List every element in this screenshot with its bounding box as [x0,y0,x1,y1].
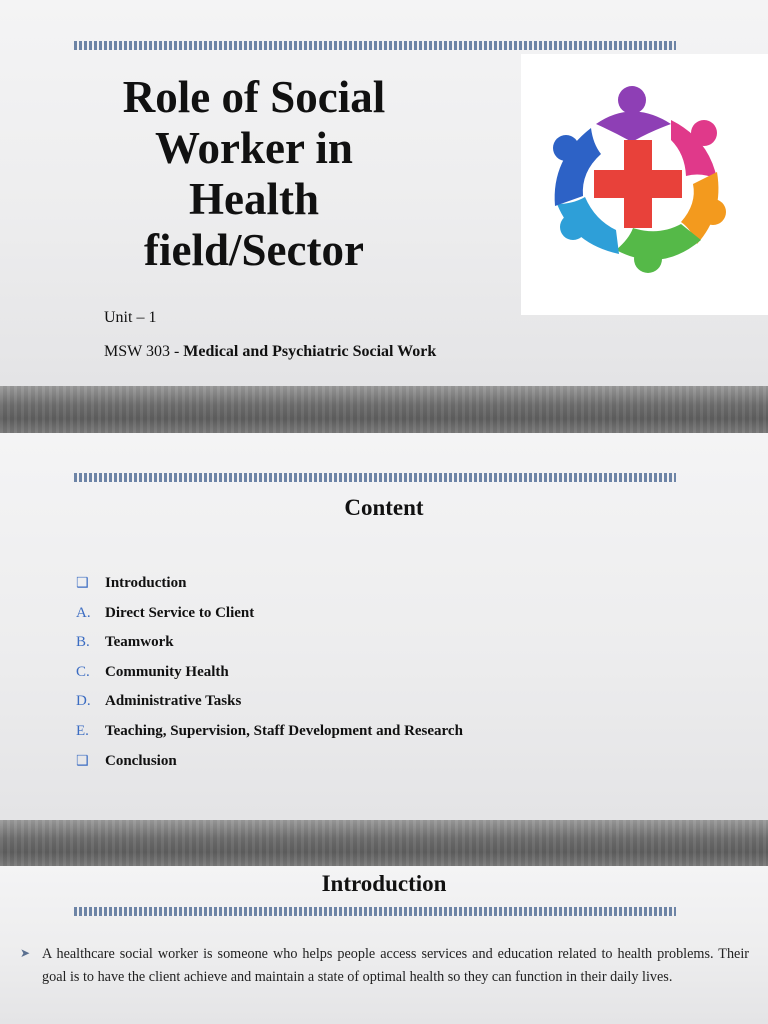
introduction-heading: Introduction [321,871,447,896]
bullet-text: A healthcare social worker is someone who helps people access services and education related to health problems. Their goal is to have the client achieve and maintain a state of optimal health so they can function in their daily lives. [42,946,749,985]
title-slide [0,0,768,386]
list-item-label: Community Health [105,663,229,680]
checkbox-bullet-icon: ❑ [76,752,89,769]
dashed-divider [74,41,676,50]
list-marker: E. [76,722,89,739]
separator-band [0,820,768,866]
title-line: Health [189,174,319,224]
list-item-label: Teaching, Supervision, Staff Development and Research [105,722,463,739]
content-list [76,575,463,782]
list-marker: B. [76,634,90,651]
course-line [104,343,436,361]
list-marker: A. [76,604,91,621]
course-code: MSW 303 - [104,343,184,360]
content-slide [0,433,768,820]
unit-label: Unit – 1 [104,309,157,326]
course-name: Medical and Psychiatric Social Work [183,343,437,360]
title-line: Worker in [155,123,353,173]
list-marker: D. [76,693,91,710]
list-item [76,723,463,753]
slide-title [104,72,404,276]
arrow-bullet-icon: ➤ [20,946,31,960]
health-logo [521,54,768,315]
list-item-label: Teamwork [105,634,174,651]
list-item [76,693,463,723]
list-item-label: Direct Service to Client [105,604,255,621]
dashed-divider [74,907,676,916]
title-line: field/Sector [144,225,364,275]
content-heading: Content [344,495,424,520]
dashed-divider [74,473,676,482]
title-line: Role of Social [122,72,386,122]
list-item-label: Introduction [105,575,187,591]
list-item [76,753,463,783]
people-circle-red-cross-icon [521,54,768,315]
list-marker: C. [76,663,90,680]
checkbox-bullet-icon: ❑ [76,575,89,591]
list-item [76,605,463,635]
introduction-slide [0,866,768,1024]
list-item [76,575,463,605]
list-item-label: Administrative Tasks [105,693,242,710]
list-item-label: Conclusion [105,752,177,769]
separator-band [0,386,768,433]
list-item [76,634,463,664]
list-item [76,664,463,694]
bullet-point [20,943,749,989]
